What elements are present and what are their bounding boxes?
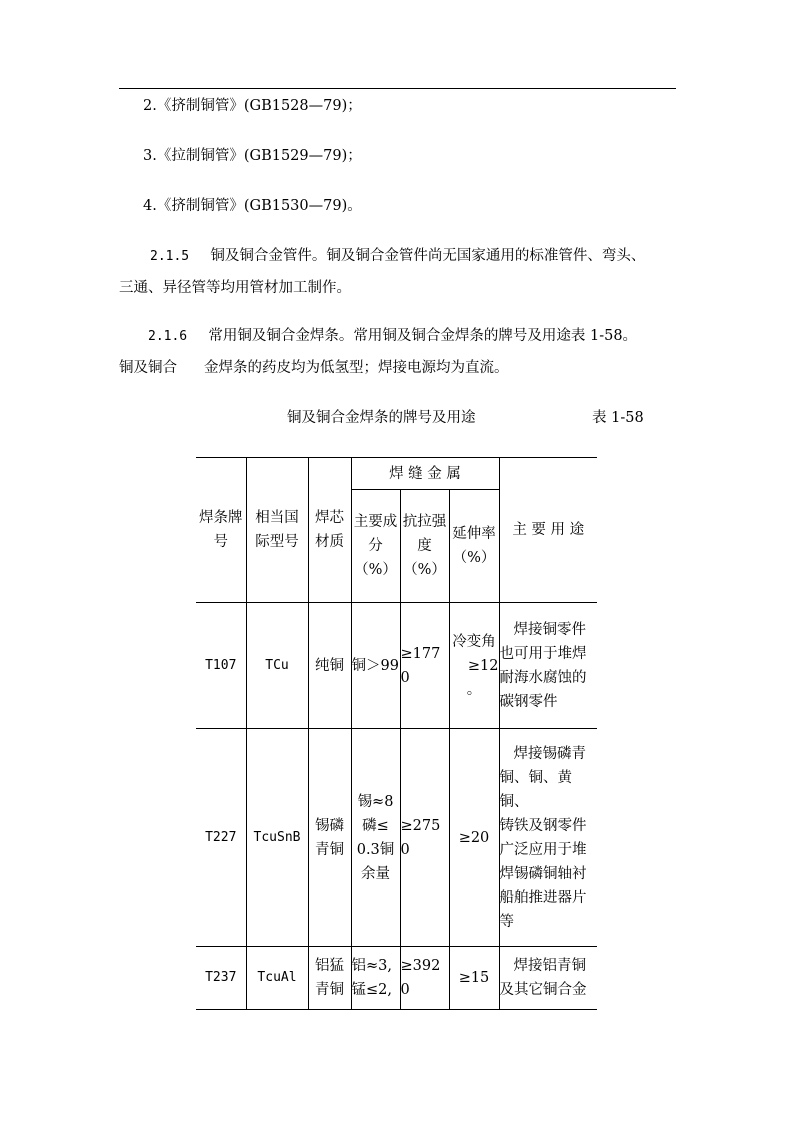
header-tensile: 抗拉强 度 （%）	[400, 490, 449, 603]
table-number: 表 1-58	[592, 410, 644, 426]
list-item-4: 4.《挤制铜管》(GB1530—79)。	[143, 198, 362, 214]
header-usage: 主 要 用 途	[499, 458, 597, 603]
section-2-1-6-line-1	[148, 326, 637, 347]
cell-core: 纯铜	[308, 603, 351, 729]
table-caption: 铜及铜合金焊条的牌号及用途	[287, 410, 476, 426]
section-number: 2.1.6	[148, 329, 188, 344]
header-elongation: 延伸率 （%）	[449, 490, 499, 603]
cell-core: 锡磷 青铜	[308, 729, 351, 947]
table-row	[196, 729, 597, 947]
cell-tensile: ≥1770	[400, 603, 449, 729]
section-number: 2.1.5	[150, 249, 190, 264]
header-core-material: 焊芯 材质	[308, 458, 351, 603]
header-composition: 主要成 分（%）	[351, 490, 400, 603]
section-2-1-5-line-1	[150, 246, 645, 267]
cell-elongation: ≥15	[449, 947, 499, 1010]
welding-rod-table	[196, 457, 597, 1010]
cell-core: 铝猛 青铜	[308, 947, 351, 1010]
cell-elongation: ≥20	[449, 729, 499, 947]
table-row	[196, 947, 597, 1010]
section-2-1-5-line-2: 三通、异径管等均用管材加工制作。	[119, 280, 351, 296]
cell-usage: 焊接铝青铜 及其它铜合金	[499, 947, 597, 1010]
cell-elongation: 冷变角 ≥12 。	[449, 603, 499, 729]
section-text: 常用铜及铜合金焊条。常用铜及铜合金焊条的牌号及用途表 1-58。	[208, 328, 638, 344]
cell-composition: 锡≈8 磷≤ 0.3铜 余量	[351, 729, 400, 947]
cell-tensile: ≥2750	[400, 729, 449, 947]
cell-intl-model: TCu	[246, 603, 308, 729]
cell-intl-model: TcuAl	[246, 947, 308, 1010]
cell-grade: T227	[196, 729, 246, 947]
header-weld-metal: 焊 缝 金 属	[351, 458, 499, 490]
section-text: 铜及铜合金管件。铜及铜合金管件尚无国家通用的标准管件、弯头、	[210, 248, 646, 264]
section-2-1-6-line-2b: 金焊条的药皮均为低氢型；焊接电源均为直流。	[204, 360, 509, 376]
cell-grade: T237	[196, 947, 246, 1010]
cell-intl-model: TcuSnB	[246, 729, 308, 947]
header-intl-model: 相当国 际型号	[246, 458, 308, 603]
cell-grade: T107	[196, 603, 246, 729]
list-item-3: 3.《拉制铜管》(GB1529—79)；	[143, 148, 362, 164]
section-2-1-6-line-2a: 铜及铜合	[119, 360, 177, 376]
cell-usage: 焊接锡磷青 铜、铜、黄铜、 铸铁及钢零件 广泛应用于堆 焊锡磷铜轴衬 船舶推进器片 等	[499, 729, 597, 947]
cell-usage: 焊接铜零件 也可用于堆焊 耐海水腐蚀的 碳钢零件	[499, 603, 597, 729]
table-row	[196, 603, 597, 729]
list-item-2: 2.《挤制铜管》(GB1528—79)；	[143, 98, 362, 114]
header-rule	[119, 88, 676, 89]
cell-composition: 铜＞99	[351, 603, 400, 729]
header-grade: 焊条牌 号	[196, 458, 246, 603]
cell-composition: 铝≈3, 锰≤2,	[351, 947, 400, 1010]
cell-tensile: ≥3920	[400, 947, 449, 1010]
